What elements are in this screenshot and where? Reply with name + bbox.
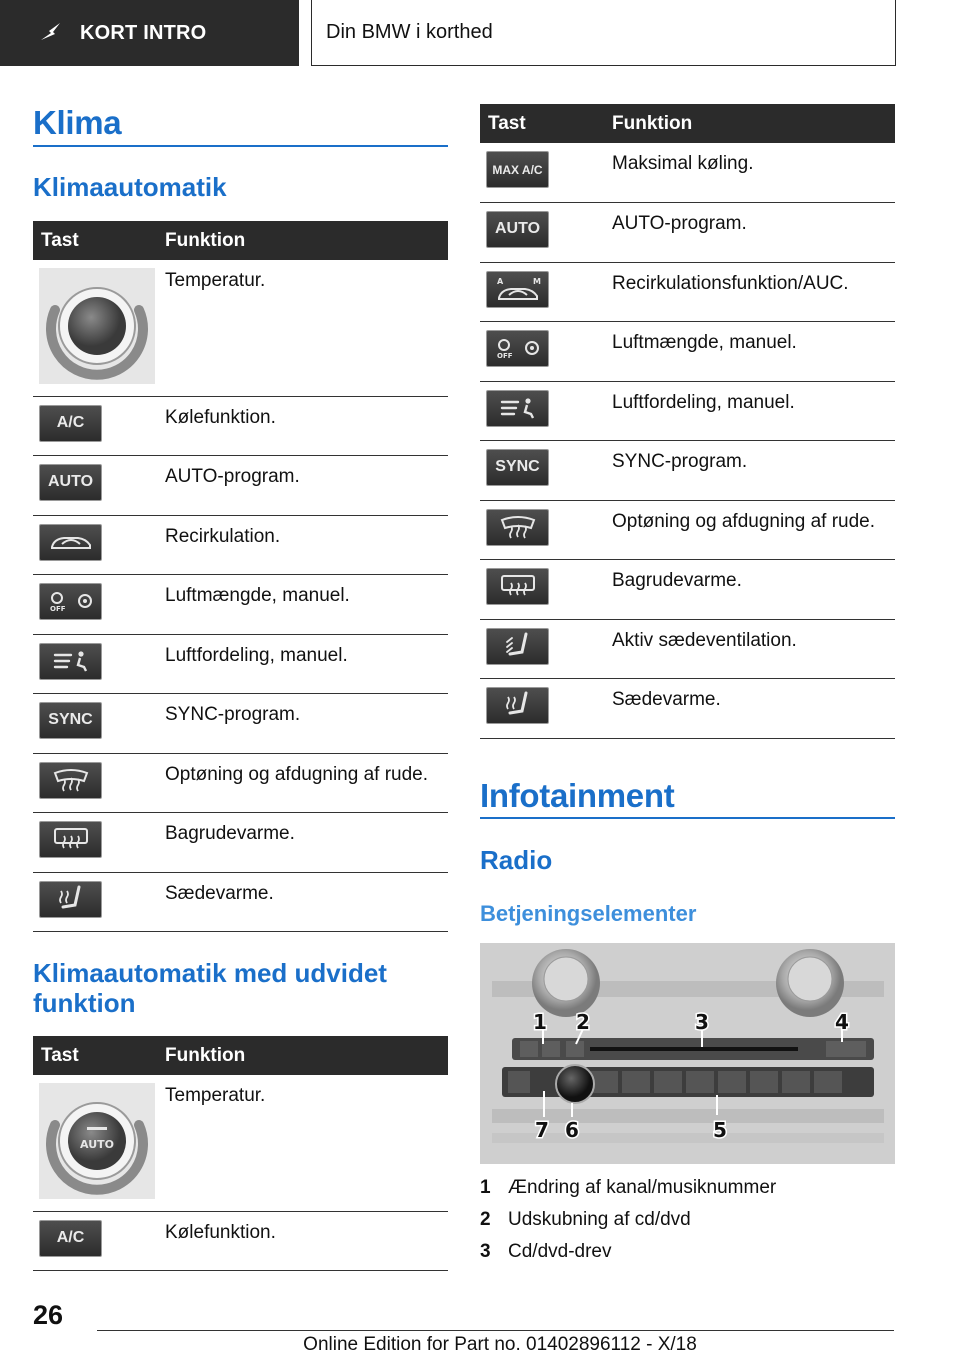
subsection-title-klimaautomatik-udvidet: Klimaautomatik med udvidet funktion — [33, 958, 387, 1018]
svg-text:OFF: OFF — [496, 352, 513, 360]
legend-text: Cd/dvd-drev — [508, 1241, 612, 1262]
function-text: AUTO-program. — [157, 455, 448, 515]
table-row — [480, 500, 895, 559]
seat-heat-button-icon — [39, 881, 102, 918]
table-row — [33, 693, 448, 753]
chapter-tab[interactable] — [0, 0, 299, 66]
radio-controls-photo — [480, 943, 895, 1164]
auto-button-icon: AUTO — [39, 464, 102, 501]
sync-button-icon: SYNC — [486, 449, 549, 486]
header-title: Din BMW i korthed — [326, 21, 493, 43]
table-row — [480, 678, 895, 738]
knob-auto-label: AUTO — [80, 1138, 114, 1151]
table-row — [480, 143, 895, 202]
function-text: Kølefunktion. — [157, 396, 448, 455]
list-item — [480, 1172, 776, 1204]
legend-text: Udskubning af cd/dvd — [508, 1209, 691, 1230]
page-number: 26 — [33, 1300, 64, 1330]
callout-6: 6 — [565, 1118, 579, 1142]
temperature-auto-knob-icon — [39, 1083, 155, 1199]
table-row — [33, 455, 448, 515]
subsection-title-klimaautomatik: Klimaautomatik — [33, 172, 227, 202]
function-text: Recirkulation. — [157, 515, 448, 574]
header-title-box — [311, 0, 896, 66]
function-text: Recirkulationsfunktion/AUC. — [604, 262, 895, 321]
function-text: Temperatur. — [157, 1075, 448, 1211]
seat-heat-button-icon — [486, 687, 549, 724]
ac-button-icon: A/C — [39, 405, 102, 442]
footer-rule — [97, 1330, 894, 1331]
table-row — [33, 1075, 448, 1211]
table-row — [480, 321, 895, 381]
function-text: Temperatur. — [157, 260, 448, 396]
function-text: Luftfordeling, manuel. — [157, 634, 448, 693]
function-text: AUTO-program. — [604, 202, 895, 262]
radio-legend — [480, 1172, 776, 1268]
table-row — [33, 574, 448, 634]
function-text: Maksimal køling. — [604, 143, 895, 202]
table-row — [33, 812, 448, 872]
list-item — [480, 1204, 776, 1236]
table-row — [33, 1211, 448, 1270]
rear-defrost-button-icon — [486, 568, 549, 605]
legend-text: Ændring af kanal/musiknummer — [508, 1177, 777, 1198]
callout-3: 3 — [695, 1010, 709, 1034]
function-text: Aktiv sædeventilation. — [604, 619, 895, 678]
chapter-label: KORT INTRO — [80, 21, 207, 44]
function-text: SYNC-program. — [604, 440, 895, 500]
klimaautomatik-udvidet-table — [33, 1036, 448, 1271]
callout-1: 1 — [533, 1010, 547, 1034]
legend-number: 2 — [480, 1209, 491, 1230]
recirculation-button-icon — [39, 524, 102, 561]
callout-5: 5 — [713, 1118, 727, 1142]
recirculation-auc-button-icon — [486, 271, 549, 308]
table-row — [33, 872, 448, 931]
column-header-key: Tast — [480, 104, 604, 143]
seat-ventilation-button-icon — [486, 628, 549, 665]
rear-defrost-button-icon — [39, 821, 102, 858]
fan-button-icon — [486, 330, 549, 367]
function-text: Sædevarme. — [604, 678, 895, 738]
function-text: Bagrudevarme. — [157, 812, 448, 872]
table-row — [480, 262, 895, 321]
section-title-klima: Klima — [33, 104, 122, 141]
fan-button-icon — [39, 583, 102, 620]
table-row — [480, 619, 895, 678]
temperature-knob-icon — [39, 268, 155, 384]
function-text: Luftmængde, manuel. — [157, 574, 448, 634]
function-text: Luftfordeling, manuel. — [604, 381, 895, 440]
function-text: Sædevarme. — [157, 872, 448, 931]
table-row — [480, 202, 895, 262]
defrost-button-icon — [39, 762, 102, 799]
column-header-function: Funktion — [604, 104, 895, 143]
callout-4: 4 — [835, 1010, 849, 1034]
legend-number: 1 — [480, 1177, 491, 1198]
function-text: Optøning og afdugning af rude. — [604, 500, 895, 559]
table-row — [480, 440, 895, 500]
auto-button-icon: AUTO — [486, 211, 549, 248]
section-title-infotainment: Infotainment — [480, 777, 675, 814]
bolt-icon — [36, 18, 66, 48]
function-text: Bagrudevarme. — [604, 559, 895, 619]
list-item — [480, 1236, 776, 1268]
function-text: SYNC-program. — [157, 693, 448, 753]
table-row — [33, 515, 448, 574]
callout-7: 7 — [535, 1118, 549, 1142]
subsection-title-radio: Radio — [480, 845, 553, 875]
section-rule — [33, 145, 448, 147]
max-ac-button-icon: MAX A/C — [486, 151, 549, 188]
ac-button-icon: A/C — [39, 1220, 102, 1257]
defrost-button-icon — [486, 509, 549, 546]
section-rule — [480, 817, 895, 819]
table-row — [33, 753, 448, 812]
column-header-function: Funktion — [157, 221, 448, 260]
footer-text: Online Edition for Part no. 01402896112 - X/18 — [303, 1334, 697, 1355]
table-row — [480, 559, 895, 619]
air-distribution-button-icon — [39, 643, 102, 680]
legend-number: 3 — [480, 1241, 491, 1262]
air-distribution-button-icon — [486, 390, 549, 427]
table-row — [33, 260, 448, 396]
table-row — [480, 381, 895, 440]
svg-text:A: A — [496, 277, 503, 286]
column-header-key: Tast — [33, 1036, 157, 1075]
column-header-function: Funktion — [157, 1036, 448, 1075]
callout-2: 2 — [576, 1010, 590, 1034]
svg-text:M: M — [532, 277, 541, 286]
sync-button-icon: SYNC — [39, 702, 102, 739]
function-text: Luftmængde, manuel. — [604, 321, 895, 381]
table-row — [33, 396, 448, 455]
column-header-key: Tast — [33, 221, 157, 260]
subsubsection-title-betjening: Betjeningselementer — [480, 901, 697, 926]
klimaautomatik-udvidet-table-continued — [480, 104, 895, 739]
klimaautomatik-table — [33, 221, 448, 932]
function-text: Kølefunktion. — [157, 1211, 448, 1270]
table-row — [33, 634, 448, 693]
function-text: Optøning og afdugning af rude. — [157, 753, 448, 812]
svg-text:OFF: OFF — [49, 605, 66, 613]
